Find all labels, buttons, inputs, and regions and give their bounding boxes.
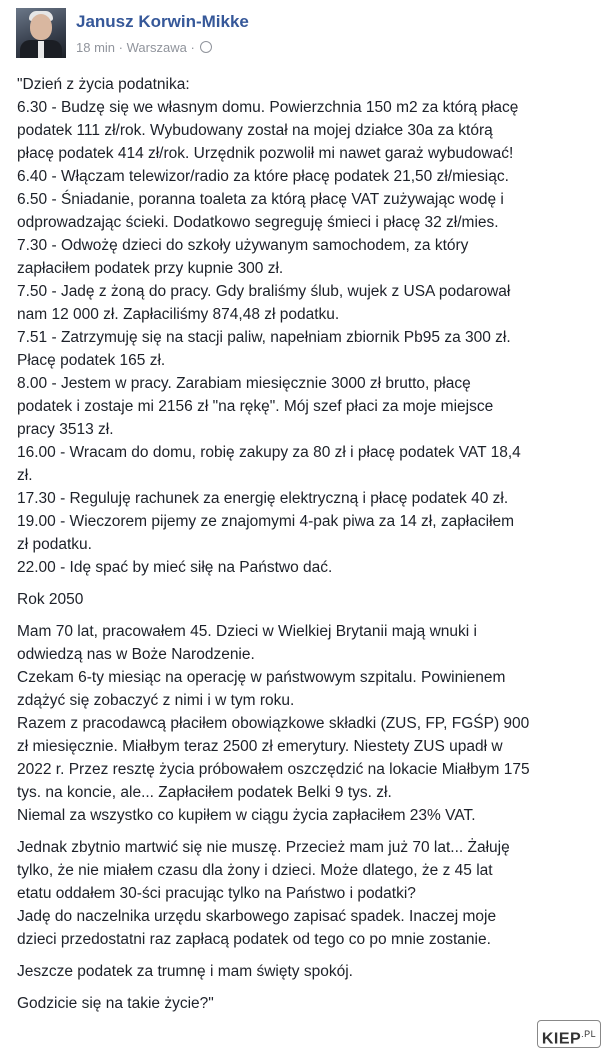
post-text-line: odprowadzając ścieki. Dodatkowo segreguję śmieci i płacę 32 zł/mies. <box>17 214 499 231</box>
post-text-line: Płacę podatek 165 zł. <box>17 352 166 369</box>
post-text-line: dzieci przedostatni raz zapłacą podatek od tego co po mnie zostanie. <box>17 931 491 948</box>
post-text-line: zapłaciłem podatek przy kupnie 300 zł. <box>17 260 284 277</box>
author-name-link[interactable]: Janusz Korwin-Mikke <box>76 12 249 31</box>
watermark-suffix: .PL <box>581 1029 597 1039</box>
post-text-line: zł miesięcznie. Miałbym teraz 2500 zł emerytury. Niestety ZUS upadł w <box>17 738 503 755</box>
post-text-line: tylko, że nie miałem czasu dla żony i dzieci. Może dlatego, że z 45 lat <box>17 862 493 879</box>
post-text-line: Niemal za wszystko co kupiłem w ciągu życia zapłaciłem 23% VAT. <box>17 807 476 824</box>
post-line-question: Godzicie się na takie życie?" <box>17 995 214 1012</box>
post-text-line: podatek 111 zł/rok. Wybudowany został na mojej działce 30a za którą <box>17 122 493 139</box>
globe-icon[interactable] <box>200 41 212 53</box>
post-text-line: zdążyć się zobaczyć z nimi i w tym roku. <box>17 692 295 709</box>
post-text-line: 22.00 - Idę spać by mieć siłę na Państwo dać. <box>17 559 333 576</box>
post-paragraph-day <box>17 73 602 579</box>
meta-separator-2: · <box>190 40 195 55</box>
post-text-line: 7.50 - Jadę z żoną do pracy. Gdy braliśmy ślub, wujek z USA podarował <box>17 283 511 300</box>
post-text-line: zł podatku. <box>17 536 92 553</box>
post-text-line: 16.00 - Wracam do domu, robię zakupy za 80 zł i płacę podatek VAT 18,4 <box>17 444 521 461</box>
post-text-line: etatu oddałem 30-ści pracując tylko na Państwo i podatki? <box>17 885 416 902</box>
post-meta <box>76 40 212 55</box>
post-text-line: 6.40 - Włączam telewizor/radio za które płacę podatek 21,50 zł/miesiąc. <box>17 168 509 185</box>
post-text-line: 19.00 - Wieczorem pijemy ze znajomymi 4-pak piwa za 14 zł, zapłaciłem <box>17 513 515 530</box>
post-text-line: podatek i zostaje mi 2156 zł "na rękę". Mój szef płaci za moje miejsce <box>17 398 494 415</box>
post-text-line: zł. <box>17 467 33 484</box>
post-text-line: Jednak zbytnio martwić się nie muszę. Przecież mam już 70 lat... Żałuję <box>17 839 510 856</box>
year-heading: Rok 2050 <box>17 591 84 608</box>
post-text-line: Jadę do naczelnika urzędu skarbowego zapisać spadek. Inaczej moje <box>17 908 497 925</box>
author-avatar[interactable] <box>16 8 66 58</box>
post-text-line: 17.30 - Reguluję rachunek za energię elektryczną i płacę podatek 40 zł. <box>17 490 509 507</box>
post-text-line: 6.30 - Budzę się we własnym domu. Powierzchnia 150 m2 za którą płacę <box>17 99 519 116</box>
post-line-coffin: Jeszcze podatek za trumnę i mam święty spokój. <box>17 963 353 980</box>
post-text-line: Razem z pracodawcą płaciłem obowiązkowe składki (ZUS, FP, FGŚP) 900 <box>17 715 530 732</box>
post-text-line: 6.50 - Śniadanie, poranna toaleta za którą płacę VAT zużywając wodę i <box>17 191 504 208</box>
post-text-line: odwiedzą nas w Boże Narodzenie. <box>17 646 255 663</box>
post-text-line: "Dzień z życia podatnika: <box>17 76 190 93</box>
post-location[interactable]: Warszawa <box>126 40 187 55</box>
kiep-watermark <box>537 1020 601 1048</box>
post-text-line: nam 12 000 zł. Zapłaciliśmy 874,48 zł podatku. <box>17 306 340 323</box>
post-time-link[interactable]: 18 min <box>76 40 116 55</box>
post-text-line: 7.30 - Odwożę dzieci do szkoły używanym samochodem, za który <box>17 237 469 254</box>
post-body <box>17 73 602 1015</box>
post-text-line: 8.00 - Jestem w pracy. Zarabiam miesięcznie 3000 zł brutto, płacę <box>17 375 471 392</box>
post-text-line: Czekam 6-ty miesiąc na operację w państwowym szpitalu. Powinienem <box>17 669 506 686</box>
post-text-line: Mam 70 lat, pracowałem 45. Dzieci w Wielkiej Brytanii mają wnuki i <box>17 623 477 640</box>
meta-separator: · <box>118 40 123 55</box>
post-text-line: 2022 r. Przez resztę życia próbowałem oszczędzić na lokacie Miałbym 175 <box>17 761 530 778</box>
post-text-line: płacę podatek 414 zł/rok. Urzędnik pozwolił mi nawet garaż wybudować! <box>17 145 514 162</box>
post-paragraph-reflection <box>17 836 602 951</box>
post-text-line: pracy 3513 zł. <box>17 421 114 438</box>
post-text-line: tys. na koncie, ale... Zapłaciłem podatek Belki 9 tys. zł. <box>17 784 392 801</box>
post-text-line: 7.51 - Zatrzymuję się na stacji paliw, napełniam zbiornik Pb95 za 300 zł. <box>17 329 511 346</box>
watermark-brand: KIEP <box>541 1030 582 1048</box>
post-paragraph-2050 <box>17 620 602 827</box>
post-header <box>16 8 596 60</box>
